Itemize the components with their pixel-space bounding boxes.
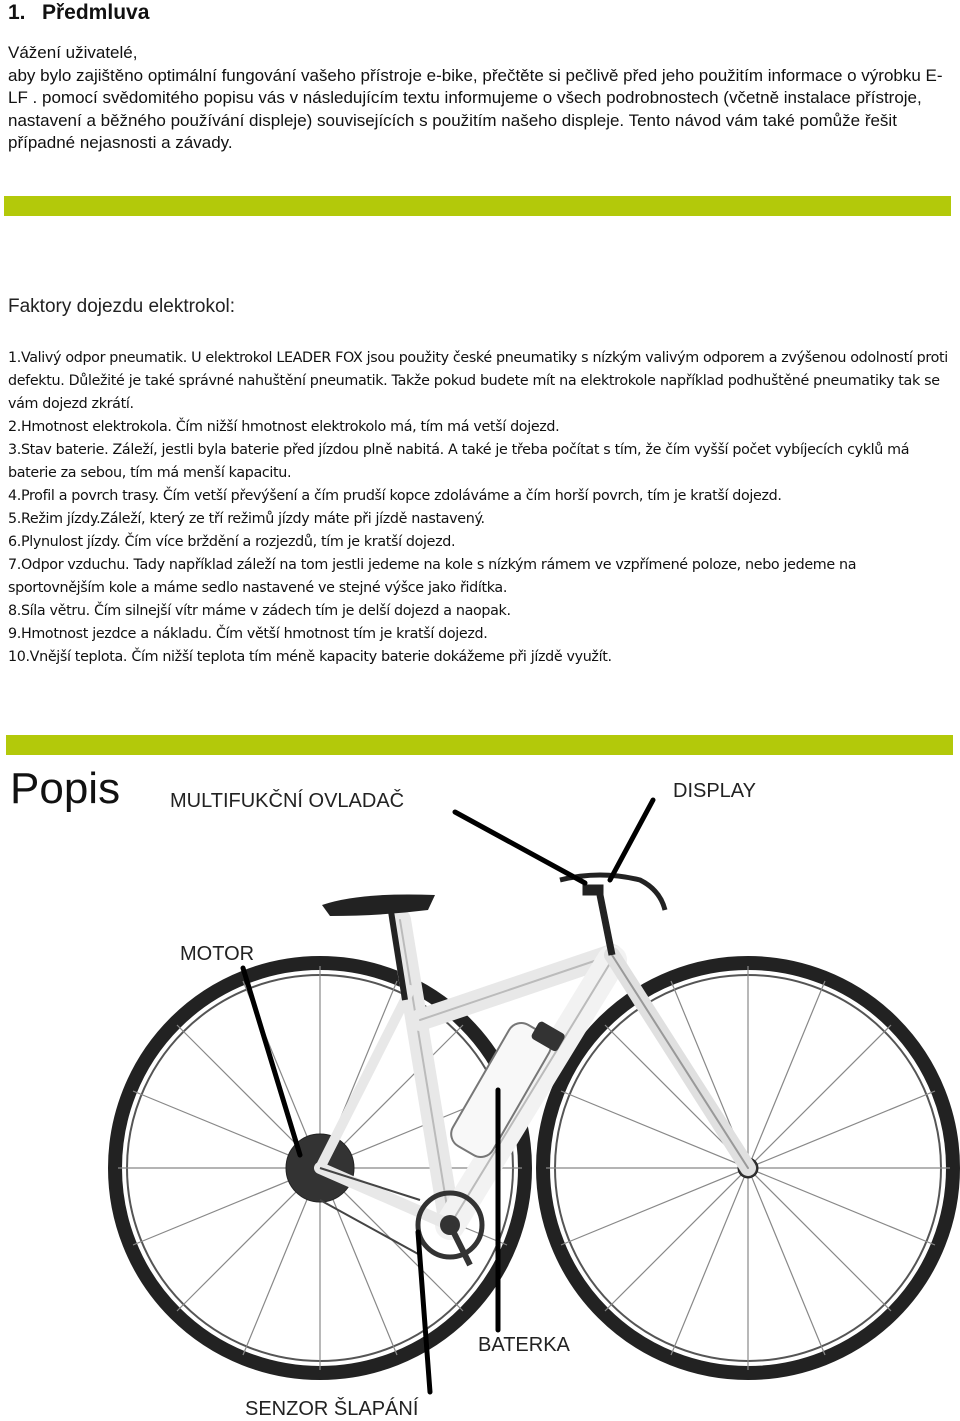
section-heading: [8, 1, 149, 25]
list-item: 10.Vnější teplota. Čím nižší teplota tím méně kapacity baterie dokážeme při jízdě využít.: [8, 649, 612, 665]
section-number: 1.: [8, 1, 26, 24]
label-pedal-sensor: SENZOR ŠLAPÁNÍ: [245, 1398, 419, 1420]
section-title: Předmluva: [42, 1, 150, 24]
list-item: 5.Režim jízdy.Záleží, který ze tří režimů jízdy máte při jízdě nastavený.: [8, 511, 485, 527]
label-motor: MOTOR: [180, 943, 255, 965]
section-divider-bottom: [6, 735, 953, 755]
intro-paragraph: [8, 42, 948, 155]
handlebar: [560, 875, 665, 955]
popis-title: Popis: [10, 764, 121, 813]
list-item: 8.Síla větru. Čím silnejší vítr máme v zádech tím je delší dojezd a naopak.: [8, 603, 511, 619]
intro-greeting: Vážení uživatelé,: [8, 43, 138, 62]
list-item: 7.Odpor vzduchu. Tady například záleží na tom jestli jedeme na kole s nízkým rámem ve vzpřímené poloze, nebo jedeme na sportovnějším kole a máme sedlo nastavené ve stejné výšce jako řidítka.: [8, 557, 857, 596]
label-multifunction-controller: MULTIFUKČNÍ OVLADAČ: [170, 790, 405, 812]
ebike-illustration: [0, 760, 960, 1421]
section-divider-top: [4, 196, 951, 216]
factors-title: Faktory dojezdu elektrokol:: [8, 296, 236, 317]
list-item: 4.Profil a povrch trasy. Čím vetší převýšení a čím prudší kopce zdoláváme a čím horší povrch, tím je kratší dojezd.: [8, 488, 782, 504]
list-item: 9.Hmotnost jezdce a nákladu. Čím větší hmotnost tím je kratší dojezd.: [8, 626, 488, 642]
label-display: DISPLAY: [673, 780, 756, 802]
label-battery: BATERKA: [478, 1334, 570, 1356]
list-item: 6.Plynulost jízdy. Čím více brždění a rozjezdů, tím je kratší dojezd.: [8, 534, 456, 550]
list-item: 2.Hmotnost elektrokola. Čím nižší hmotnost elektrokolo má, tím má vetší dojezd.: [8, 419, 560, 435]
list-item: 3.Stav baterie. Záleží, jestli byla baterie před jízdou plně nabitá. A také je třeba počítat s tím, že čím vyšší počet vybíjecích cyklů má baterie za sebou, tím má menší kapacitu.: [8, 442, 910, 481]
list-item: 1.Valivý odpor pneumatik. U elektrokol LEADER FOX jsou použity české pneumatiky s nízkým valivým odporem a zvýšenou odolností proti defektu. Důležité je také správné nahuštění pneumatik. Takže pokud budete mít na elektrokole například podhuštěné pneumatiky tak se vám dojezd zkrátí.: [8, 350, 948, 412]
intro-text: aby bylo zajištěno optimální fungování vašeho přístroje e-bike, přečtěte si pečlivě před jeho použitím informace o výrobku E-LF . pomocí svědomitého popisu vás v následujícím textu informujeme o všech podrobnostech (včetně instalace přístroje, nastavení a běžného používání displeje) souvisejících s použitím našeho displeje. Tento návod vám také pomůže řešit případné nejasnosti a závady.: [8, 65, 943, 152]
factors-list: [8, 347, 953, 669]
